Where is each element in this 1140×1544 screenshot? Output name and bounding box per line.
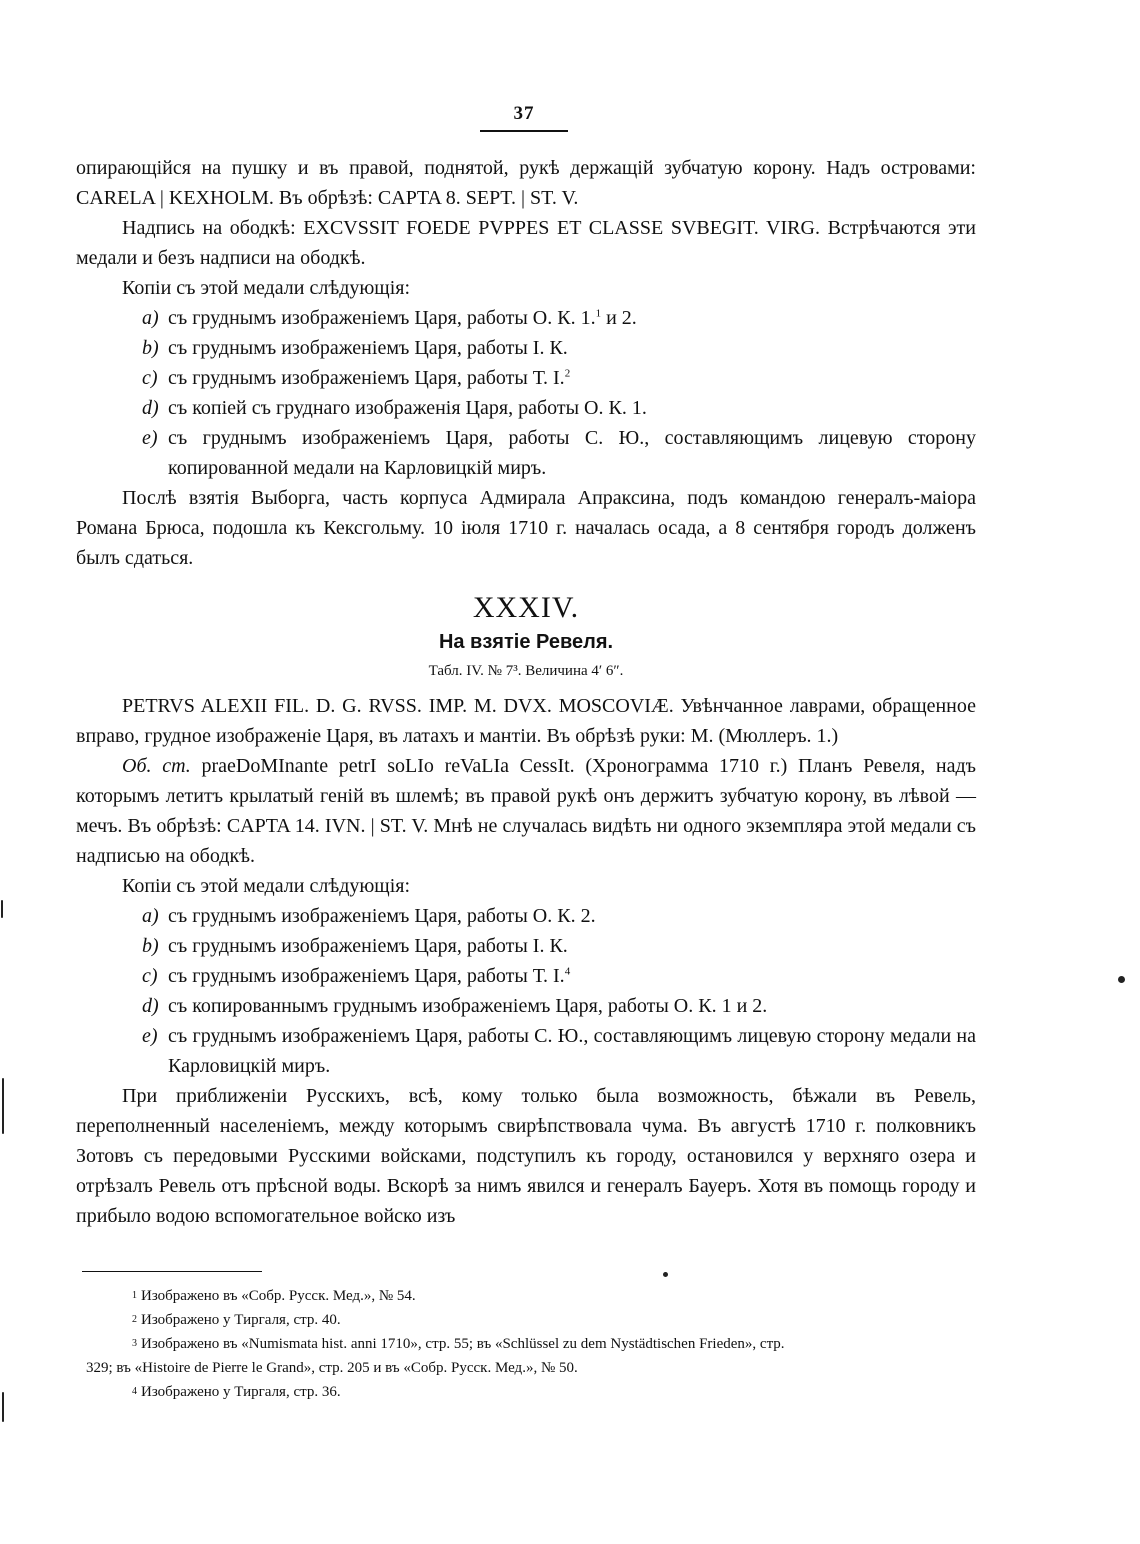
footnote-mark: 3 [132, 1338, 137, 1349]
footnote [86, 1332, 980, 1356]
copy-item-text: съ груднымъ изображеніемъ Царя, работы І. К. [168, 337, 568, 359]
page-number: 37 [513, 103, 535, 124]
footnote [86, 1284, 980, 1308]
copy-item-text: съ груднымъ изображеніемъ Царя, работы І. К. [168, 935, 568, 957]
copy-item-mark: b) [142, 337, 159, 359]
copy-item-text: съ копіей съ груднаго изображенія Царя, работы О. К. 1. [168, 397, 647, 419]
paragraph-vyborg: Послѣ взятія Выборга, часть корпуса Адмирала Апраксина, подъ командою генералъ-маіора Романа Брюса, подошла къ Кексгольму. 10 іюля 1710 г. началась осада, а 8 сентября городъ долженъ былъ сдаться. [76, 487, 976, 569]
copy-item [76, 931, 976, 961]
paragraph-rim-inscription: Надпись на ободкѣ: EXCVSSIT FOEDE PVPPES ET CLASSE SVBEGIT. VIRG. Встрѣчаются эти медали и безъ надписи на ободкѣ. [76, 217, 976, 269]
copy-item-text: съ груднымъ изображеніемъ Царя, работы Т. І. [168, 367, 565, 389]
copy-item-text: съ груднымъ изображеніемъ Царя, работы О. К. 1. [168, 307, 596, 329]
reverse-text: praeDoMInante petrI soLIo reVaLIa CessIt. (Хронограмма 1710 г.) Планъ Ревеля, надъ которымъ летитъ крылатый геній въ шлемѣ; въ правой рукѣ онъ держитъ зубчатую корону, въ лѣвой — мечъ. Въ обрѣзѣ: CAPTA 14. IVN. | ST. V. Мнѣ не случалась видѣть ни одного экземпляра этой медали съ надписью на ободкѣ. [76, 755, 976, 867]
copy-item-mark: a) [142, 905, 159, 927]
footnote-mark: 1 [132, 1290, 137, 1301]
footnote-mark: 4 [132, 1386, 137, 1397]
footnote-text: Изображено у Тиргаля, стр. 40. [141, 1312, 341, 1328]
footnote [86, 1308, 980, 1332]
copy-item-tail: и 2. [601, 307, 637, 329]
copy-item-text: съ груднымъ изображеніемъ Царя, работы С. Ю., составляющимъ лицевую сторону копированной медали на Карловицкій миръ. [168, 427, 976, 479]
paragraph-medal-description: опирающійся на пушку и въ правой, поднятой, рукѣ держащій зубчатую корону. Надъ островами: CARELA | KEXHOLM. Въ обрѣзѣ: CAPTA 8. SEPT. | ST. V. [76, 157, 976, 209]
copy-item-mark: d) [142, 995, 159, 1017]
footnote-ref: 2 [564, 367, 571, 380]
copy-item-mark: e) [142, 1025, 158, 1047]
section-number: XXXIV. [472, 591, 580, 624]
copies-intro: Копіи съ этой медали слѣдующія: [122, 875, 411, 897]
copy-item [76, 333, 976, 363]
paragraph-obverse: PETRVS ALEXII FIL. D. G. RVSS. IMP. M. DVX. MOSCOVIÆ. Увѣнчанное лаврами, обращенное вправо, грудное изображеніе Царя, въ латахъ и мантіи. Въ обрѣзѣ руки: М. (Мюллеръ. 1.) [76, 695, 976, 747]
copy-item-mark: e) [142, 427, 158, 449]
footnote-text: Изображено у Тиргаля, стр. 36. [141, 1384, 341, 1400]
paragraph-reverse [76, 751, 976, 871]
copy-item [76, 303, 976, 333]
copy-item-text: съ груднымъ изображеніемъ Царя, работы О. К. 2. [168, 905, 596, 927]
copy-item [76, 991, 976, 1021]
footnote-mark: 2 [132, 1314, 137, 1325]
reverse-label: Об. ст. [122, 755, 191, 777]
copy-item-text: съ груднымъ изображеніемъ Царя, работы Т. І. [168, 965, 565, 987]
footnote-continuation: 329; въ «Histoire de Pierre le Grand», стр. 205 и въ «Собр. Русск. Мед.», № 50. [86, 1360, 578, 1376]
paragraph-siege: При приближеніи Русскихъ, всѣ, кому только была возможность, бѣжали въ Ревель, переполненный населеніемъ, между которымъ свирѣпствовала чума. Въ августѣ 1710 г. полковникъ Зотовъ съ передовыми Русскими войсками, подступилъ къ городу, остановился у верхняго озера и отрѣзалъ Ревель отъ прѣсной воды. Вскорѣ за нимъ явился и генералъ Бауеръ. Хотя въ помощь городу и прибыло водою вспомогательное войско изъ [76, 1085, 976, 1227]
copy-item [76, 961, 976, 991]
scan-edge-mark [2, 1392, 4, 1422]
footnote [86, 1380, 980, 1404]
copy-item-mark: a) [142, 307, 159, 329]
scan-edge-mark [2, 1078, 4, 1134]
copies-intro: Копіи съ этой медали слѣдующія: [122, 277, 411, 299]
main-text [76, 153, 976, 1231]
copy-item-mark: c) [142, 367, 158, 389]
copy-item [76, 423, 976, 483]
copy-item [76, 393, 976, 423]
copy-item-text: съ копированнымъ груднымъ изображеніемъ Царя, работы О. К. 1 и 2. [168, 995, 768, 1017]
copy-item-text: съ груднымъ изображеніемъ Царя, работы С. Ю., составляющимъ лицевую сторону медали на Карловицкій миръ. [168, 1025, 976, 1077]
scan-edge-mark [1, 900, 3, 918]
copy-item-mark: b) [142, 935, 159, 957]
copy-item [76, 901, 976, 931]
copy-item-mark: d) [142, 397, 159, 419]
scan-speck [663, 1272, 668, 1277]
footnote-text: Изображено въ «Собр. Русск. Мед.», № 54. [141, 1288, 416, 1304]
copy-item [76, 1021, 976, 1081]
footnotes [86, 1284, 980, 1404]
footnote-rule [82, 1271, 262, 1272]
footnote-ref: 4 [564, 965, 571, 978]
copy-item [76, 363, 976, 393]
page-number-rule [480, 130, 568, 132]
copy-item-mark: c) [142, 965, 158, 987]
footnote-text: Изображено въ «Numismata hist. anni 1710», стр. 55; въ «Schlüssel zu dem Nystädtischen Frieden», стр. [141, 1336, 785, 1352]
section-title: На взятіе Ревеля. [438, 631, 614, 653]
section-plate-reference: Табл. IV. № 7³. Величина 4′ 6″. [428, 663, 624, 679]
footnote-ref: 1 [595, 307, 602, 320]
scan-speck [1118, 976, 1125, 983]
